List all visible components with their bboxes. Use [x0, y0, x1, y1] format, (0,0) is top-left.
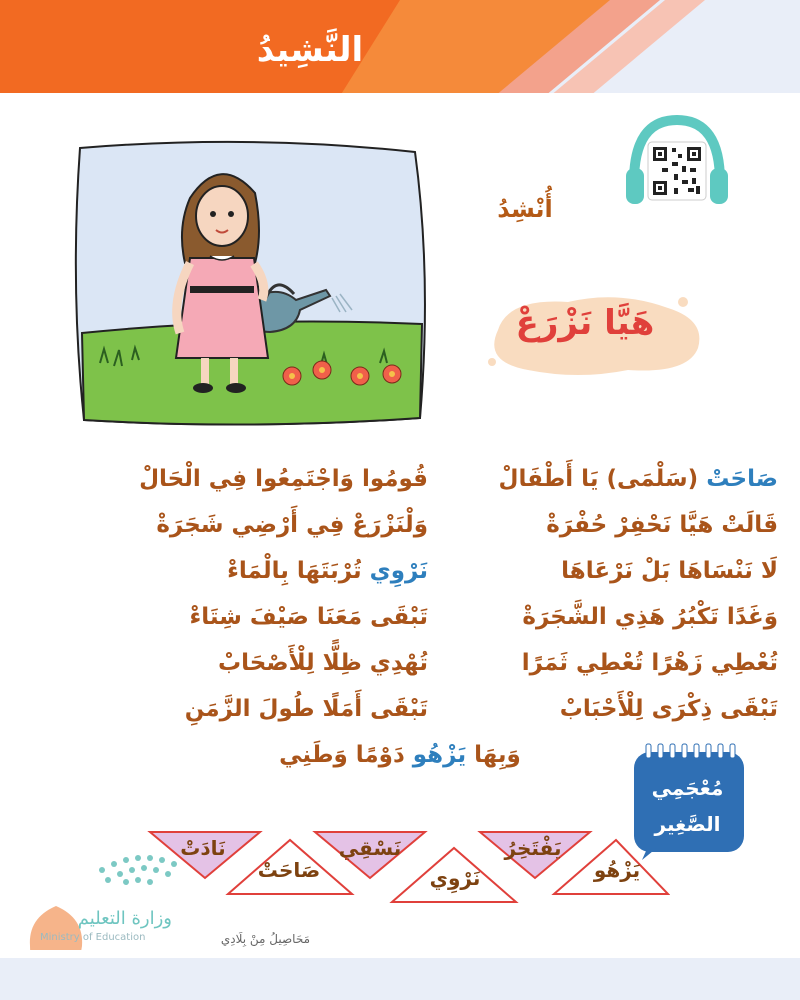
verse-text: تَبْقَى مَعَنَا صَيْفَ شِتَاءْ: [189, 604, 428, 630]
verse-text: لَا نَنْسَاهَا بَلْ نَرْعَاهَا: [561, 558, 778, 584]
verse-right-6: [488, 696, 778, 722]
verse-right-5: [488, 650, 778, 676]
verse-text: قَالَتْ هَيَّا نَحْفِرْ حُفْرَةْ: [546, 512, 778, 538]
highlighted-word: صَاحَتْ: [706, 466, 778, 492]
word-nasqi[interactable]: نَسْقِي: [338, 836, 402, 860]
verse-text: تُهْدِي ظِلًّا لِلْأَصْحَابْ: [218, 650, 428, 676]
dictionary-line2: الصَّغِير: [654, 812, 721, 836]
verse-text: تَبْقَى ذِكْرَى لِلْأَحْبَابْ: [559, 696, 778, 722]
bottom-band: [0, 950, 800, 1000]
headphones-icon[interactable]: [622, 112, 732, 212]
book-title: مَحَاصِيلُ مِنْ بِلَادِي: [220, 932, 310, 946]
verse-right-2: [488, 512, 778, 538]
verse-text: وَغَدًا تَكْبُرُ هَذِي الشَّجَرَةْ: [522, 604, 778, 630]
verse-text: دَوْمًا وَطَنِي: [279, 742, 413, 768]
verse-left-2: [138, 512, 428, 538]
ministry-name-ar: وزارة التعليم: [77, 908, 172, 929]
word-narwi[interactable]: نَرْوِي: [429, 866, 481, 890]
ministry-name-en: Ministry of Education: [40, 932, 146, 943]
verse-left-3: [138, 558, 428, 584]
poem-title: هَيَّا نَزْرَعْ: [515, 303, 655, 343]
verse-left-4: [138, 604, 428, 630]
verse-text: تَبْقَى أَمَلًا طُولَ الزَّمَنِ: [184, 696, 428, 722]
highlighted-word: يَزْهُو: [412, 742, 467, 768]
verse-right-3: [488, 558, 778, 584]
verse-left-1: [138, 466, 428, 492]
section-label: أُنْشِدُ: [497, 195, 553, 223]
verse-text: تُرْبَتَهَا بِالْمَاءْ: [227, 558, 370, 584]
word-sahat[interactable]: صَاحَتْ: [257, 858, 321, 882]
verse-text: قُومُوا وَاجْتَمِعُوا فِي الْحَالْ: [139, 466, 428, 492]
verse-text: تُعْطِي زَهْرًا تُعْطِي ثَمَرًا: [521, 650, 778, 676]
verse-text: وَبِهَا: [466, 742, 521, 768]
word-nadat[interactable]: نَادَتْ: [180, 836, 226, 860]
word-yazhu[interactable]: يَزْهُو: [593, 858, 641, 882]
verse-left-5: [138, 650, 428, 676]
verse-text: (سَلْمَى) يَا أَطْفَالْ: [498, 466, 707, 492]
word-yaftakhir[interactable]: يَفْتَخِرُ: [504, 836, 562, 860]
verse-right-1: [488, 466, 778, 492]
verse-right-4: [488, 604, 778, 630]
dictionary-line1: مُعْجَمِي: [651, 776, 724, 800]
page-title: النَّشِيدُ: [256, 30, 364, 70]
illustration-girl-watering: [70, 138, 430, 428]
verse-left-6: [138, 696, 428, 722]
highlighted-word: نَرْوِي: [369, 558, 428, 584]
verse-text: وَلْنَزْرَعْ فِي أَرْضِي شَجَرَةْ: [156, 512, 428, 538]
verse-final: [250, 742, 550, 768]
top-banner: [0, 0, 800, 96]
